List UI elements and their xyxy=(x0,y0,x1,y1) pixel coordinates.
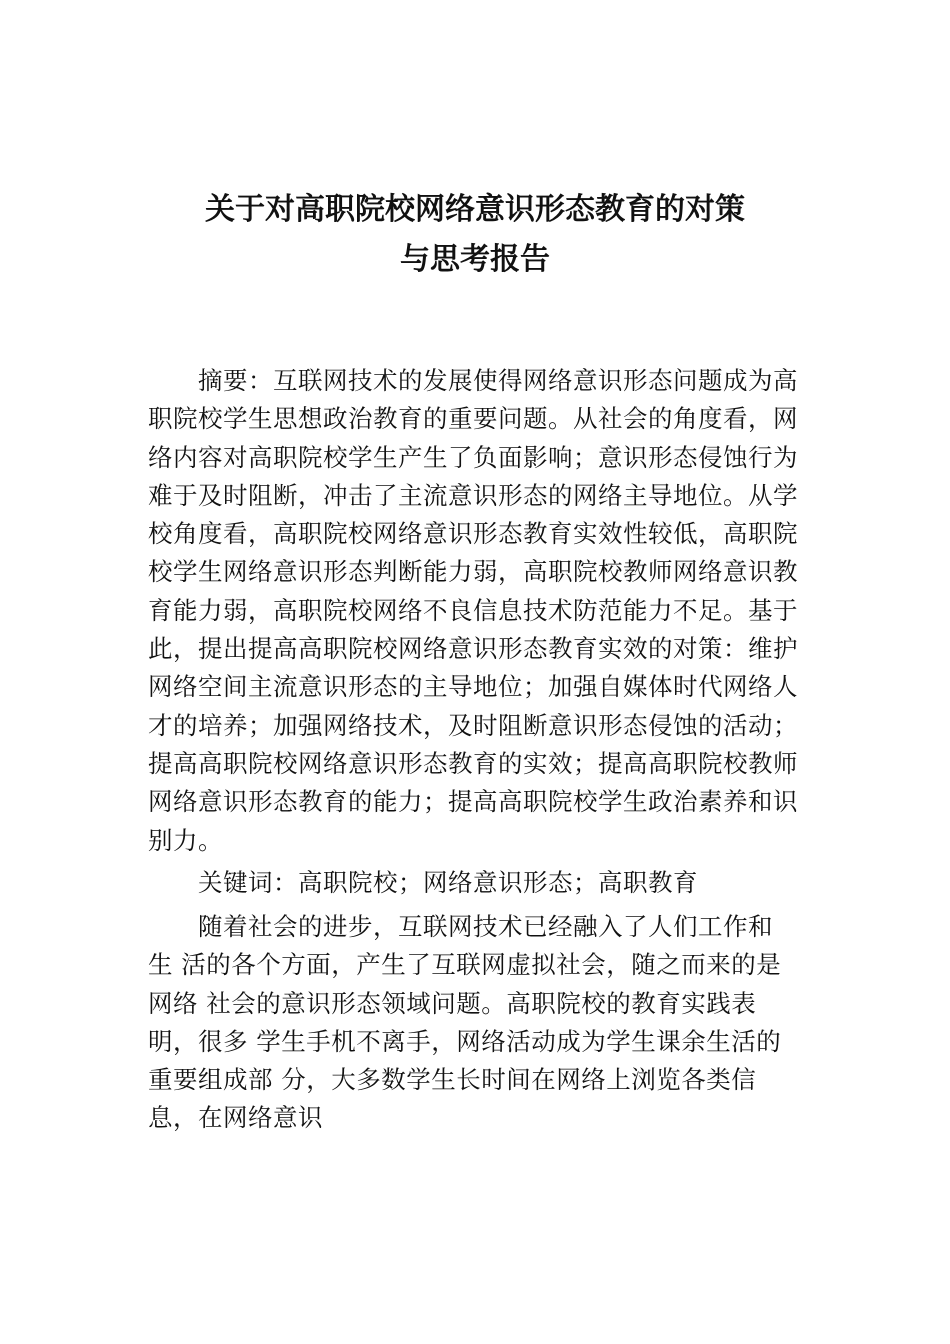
intro-line: 重要组成部 分，大多数学生长时间在网络上浏览各类信 xyxy=(148,1065,757,1095)
abstract-line: 摘要：互联网技术的发展使得网络意识形态问题成为高 xyxy=(198,366,798,395)
abstract-line: 提高高职院校网络意识形态教育的实效；提高高职院校教师 xyxy=(148,748,798,778)
abstract-line: 才的培养；加强网络技术，及时阻断意识形态侵蚀的活动； xyxy=(148,710,798,740)
abstract-line: 难于及时阻断，冲击了主流意识形态的网络主导地位。从学 xyxy=(148,480,798,510)
title-line-1: 关于对高职院校网络意识形态教育的对策 xyxy=(205,192,745,227)
abstract-line: 职院校学生思想政治教育的重要问题。从社会的角度看，网 xyxy=(148,404,798,434)
intro-line: 网络 社会的意识形态领域问题。高职院校的教育实践表 xyxy=(148,988,757,1018)
intro-line: 明，很多 学生手机不离手，网络活动成为学生课余生活的 xyxy=(148,1026,782,1056)
abstract-line: 育能力弱，高职院校网络不良信息技术防范能力不足。基于 xyxy=(148,595,798,625)
abstract-line: 校学生网络意识形态判断能力弱，高职院校教师网络意识教 xyxy=(148,557,798,587)
intro-line: 息，在网络意识 xyxy=(148,1103,323,1133)
document-title xyxy=(120,185,830,285)
intro-line: 随着社会的进步，互联网技术已经融入了人们工作和 xyxy=(198,912,773,941)
abstract-line: 网络空间主流意识形态的主导地位；加强自媒体时代网络人 xyxy=(148,672,798,702)
abstract-paragraph xyxy=(148,362,804,860)
intro-line: 生 活的各个方面，产生了互联网虚拟社会，随之而来的是 xyxy=(148,950,782,980)
keywords-line: 关键词：高职院校；网络意识形态；高职教育 xyxy=(198,868,698,897)
title-line-2: 与思考报告 xyxy=(400,242,550,277)
keywords-paragraph xyxy=(148,864,804,902)
abstract-line: 校角度看，高职院校网络意识形态教育实效性较低，高职院 xyxy=(148,519,798,549)
intro-paragraph xyxy=(148,908,804,1138)
abstract-line: 此，提出提高高职院校网络意识形态教育实效的对策：维护 xyxy=(148,634,798,664)
abstract-line: 网络意识形态教育的能力；提高高职院校学生政治素养和识 xyxy=(148,787,798,817)
abstract-line: 络内容对高职院校学生产生了负面影响；意识形态侵蚀行为 xyxy=(148,442,798,472)
abstract-line: 别力。 xyxy=(148,825,223,855)
